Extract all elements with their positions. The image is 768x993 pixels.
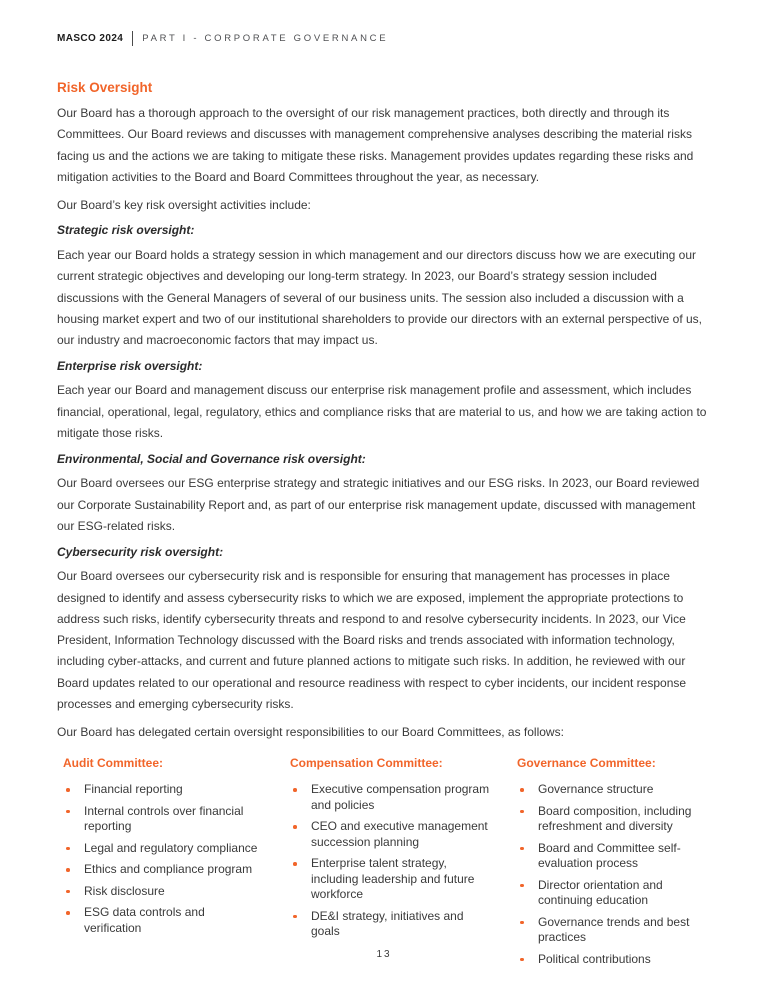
committee-column-governance: [517, 756, 717, 973]
bullet-icon: [520, 921, 524, 925]
list-item-label: Political contributions: [538, 951, 651, 966]
list-item: [63, 884, 263, 900]
header-divider: [132, 31, 133, 46]
list-item-label: Director orientation and continuing education: [538, 877, 663, 908]
list-item-label: Board composition, including refreshment and diversity: [538, 803, 692, 834]
bullet-icon: [293, 862, 297, 866]
list-item: [517, 915, 717, 946]
page-title: Risk Oversight: [57, 80, 153, 95]
list-item: [517, 878, 717, 909]
list-item: [290, 782, 490, 813]
list-item-label: Governance trends and best practices: [538, 914, 690, 945]
bullet-icon: [66, 788, 70, 792]
delegation-note: Our Board has delegated certain oversight responsibilities to our Board Committees, as follows:: [57, 724, 564, 739]
bullet-icon: [66, 911, 70, 915]
list-item-label: Enterprise talent strategy, including leadership and future workforce: [311, 856, 475, 902]
section-heading-esg: Environmental, Social and Governance risk oversight:: [57, 451, 366, 466]
list-item-label: ESG data controls and verification: [84, 905, 205, 935]
bullet-icon: [520, 788, 524, 792]
bullet-icon: [66, 890, 70, 894]
committee-title-compensation: Compensation Committee:: [290, 756, 443, 771]
list-item-label: CEO and executive management succession planning: [311, 819, 488, 849]
section-heading-enterprise: Enterprise risk oversight:: [57, 358, 203, 373]
list-item-label: DE&I strategy, initiatives and goals: [311, 908, 464, 939]
committee-title-audit: Audit Committee:: [63, 756, 163, 771]
section-heading-cybersecurity: Cybersecurity risk oversight:: [57, 544, 224, 559]
list-item: [63, 905, 263, 936]
list-item-label: Board and Committee self-evaluation process: [538, 840, 681, 871]
list-item: [63, 841, 263, 857]
running-header: [57, 30, 711, 46]
page-number: 13: [376, 949, 392, 960]
page-content: [57, 30, 711, 973]
committee-column-compensation: [290, 756, 490, 973]
list-item: [290, 909, 490, 940]
intro-lead-line: Our Board’s key risk oversight activities include:: [57, 197, 311, 212]
bullet-icon: [520, 884, 524, 888]
bullet-icon: [293, 788, 297, 792]
list-item-label: Financial reporting: [84, 782, 183, 797]
list-item-label: Legal and regulatory compliance: [84, 840, 258, 855]
list-item: [63, 782, 263, 798]
list-item: [517, 782, 717, 798]
list-item: [290, 856, 490, 903]
committee-list-audit: [63, 782, 263, 936]
committee-list-compensation: [290, 782, 490, 940]
section-body-strategic: Each year our Board holds a strategy session in which management and our directors discuss how we are executing our current strategic objectives and developing our long-term strategy. In 2023, our Board’s strategy session included discussions with the General Managers of several of our business units. The session also included a discussion with a housing market expert and two of our institutional shareholders to provide our directors with an external perspective of us, our industry and macroeconomic factors that may impact us.: [57, 247, 703, 348]
list-item: [290, 819, 490, 850]
committee-title-governance: Governance Committee:: [517, 756, 656, 771]
section-body-enterprise: Each year our Board and management discuss our enterprise risk management profile and assessment, which includes financial, operational, legal, regulatory, ethics and compliance risks that are material to us, and how we are taking action to mitigate those risks.: [57, 383, 707, 441]
list-item-label: Internal controls over financial reporting: [84, 803, 244, 834]
committees-row: [63, 756, 711, 973]
list-item: [63, 862, 263, 878]
bullet-icon: [293, 915, 297, 919]
list-item-label: Governance structure: [538, 782, 654, 797]
bullet-icon: [293, 825, 297, 829]
section-body-cybersecurity: Our Board oversees our cybersecurity risk and is responsible for ensuring that management has processes in place designed to identify and assess cybersecurity risks to which we are exposed, implement the appropriate protections to address such risks, identify cybersecurity threats and respond to and resolve cybersecurity incidents. In 2023, our Vice President, Information Technology discussed with the Board risks and trends associated with information technology, including cyber-attacks, and current and future planned actions to mitigate such risks. In addition, he reviewed with our Board updates related to our operational and resource readiness with respect to cyber incidents, our incident response processes and emerging cybersecurity risks.: [57, 569, 687, 712]
bullet-icon: [520, 810, 524, 814]
list-item-label: Executive compensation program and policies: [311, 782, 490, 812]
list-item: [517, 841, 717, 872]
section-body-esg: Our Board oversees our ESG enterprise strategy and strategic initiatives and our ESG risks. In 2023, our Board reviewed our Corporate Sustainability Report and, as part of our enterprise risk management update, discussed with management our ESG-related risks.: [57, 476, 700, 533]
list-item-label: Risk disclosure: [84, 883, 165, 898]
bullet-icon: [520, 847, 524, 851]
bullet-icon: [66, 847, 70, 851]
header-section-title: PART I - CORPORATE GOVERNANCE: [142, 32, 389, 44]
section-heading-strategic: Strategic risk oversight:: [57, 223, 195, 238]
list-item: [63, 804, 263, 835]
bullet-icon: [66, 868, 70, 872]
brand-name: MASCO 2024: [57, 32, 124, 44]
intro-paragraph: Our Board has a thorough approach to the oversight of our risk management practices, both directly and through its Committees. Our Board reviews and discusses with management comprehensive analyses describing the material risks facing us and the actions we are taking to mitigate these risks. Management provides updates regarding these risks and mitigation activities to the Board and Board Committees throughout the year, as necessary.: [57, 106, 694, 184]
list-item: [517, 804, 717, 835]
committee-list-governance: [517, 782, 717, 967]
list-item-label: Ethics and compliance program: [84, 862, 253, 877]
committee-column-audit: [63, 756, 263, 973]
bullet-icon: [66, 810, 70, 814]
